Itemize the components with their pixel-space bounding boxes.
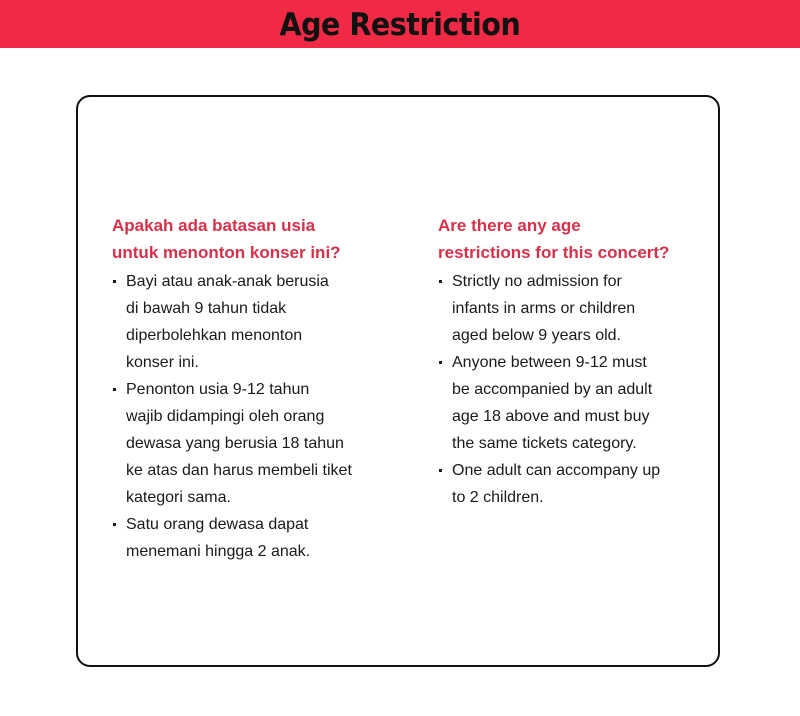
bullet-item (438, 349, 728, 457)
indonesian-column (112, 212, 402, 565)
header-banner (0, 0, 800, 48)
bullet-line: konser ini. (126, 354, 199, 371)
bullet-item (438, 457, 728, 511)
bullet-line: Strictly no admission for (452, 273, 622, 290)
bullet-line: dewasa yang berusia 18 tahun (126, 435, 344, 452)
bullet-line: wajib didampingi oleh orang (126, 408, 325, 425)
info-card (76, 95, 720, 667)
bullet-line: to 2 children. (452, 489, 544, 506)
indonesian-question (112, 212, 402, 266)
english-column (438, 212, 728, 511)
bullet-line: the same tickets category. (452, 435, 637, 452)
question-line: restrictions for this concert? (438, 243, 670, 262)
bullet-line: ke atas dan harus membeli tiket (126, 462, 352, 479)
page-title: Age Restriction (279, 7, 521, 43)
bullet-line: kategori sama. (126, 489, 231, 506)
english-bullet-list (438, 268, 728, 511)
bullet-line: di bawah 9 tahun tidak (126, 300, 287, 317)
bullet-line: menemani hingga 2 anak. (126, 543, 311, 560)
bullet-line: Penonton usia 9-12 tahun (126, 381, 310, 398)
bullet-line: be accompanied by an adult (452, 381, 653, 398)
bullet-line: infants in arms or children (452, 300, 636, 317)
bullet-line: Satu orang dewasa dapat (126, 516, 309, 533)
question-line: Are there any age (438, 216, 581, 235)
bullet-item (438, 268, 728, 349)
bullet-item (112, 268, 402, 376)
bullet-line: diperbolehkan menonton (126, 327, 303, 344)
bullet-item (112, 511, 402, 565)
question-line: untuk menonton konser ini? (112, 243, 341, 262)
bullet-item (112, 376, 402, 511)
bullet-line: aged below 9 years old. (452, 327, 621, 344)
bullet-line: Bayi atau anak-anak berusia (126, 273, 329, 290)
bullet-line: One adult can accompany up (452, 462, 661, 479)
indonesian-bullet-list (112, 268, 402, 565)
english-question (438, 212, 728, 266)
bullet-line: age 18 above and must buy (452, 408, 650, 425)
question-line: Apakah ada batasan usia (112, 216, 316, 235)
bullet-line: Anyone between 9-12 must (452, 354, 647, 371)
